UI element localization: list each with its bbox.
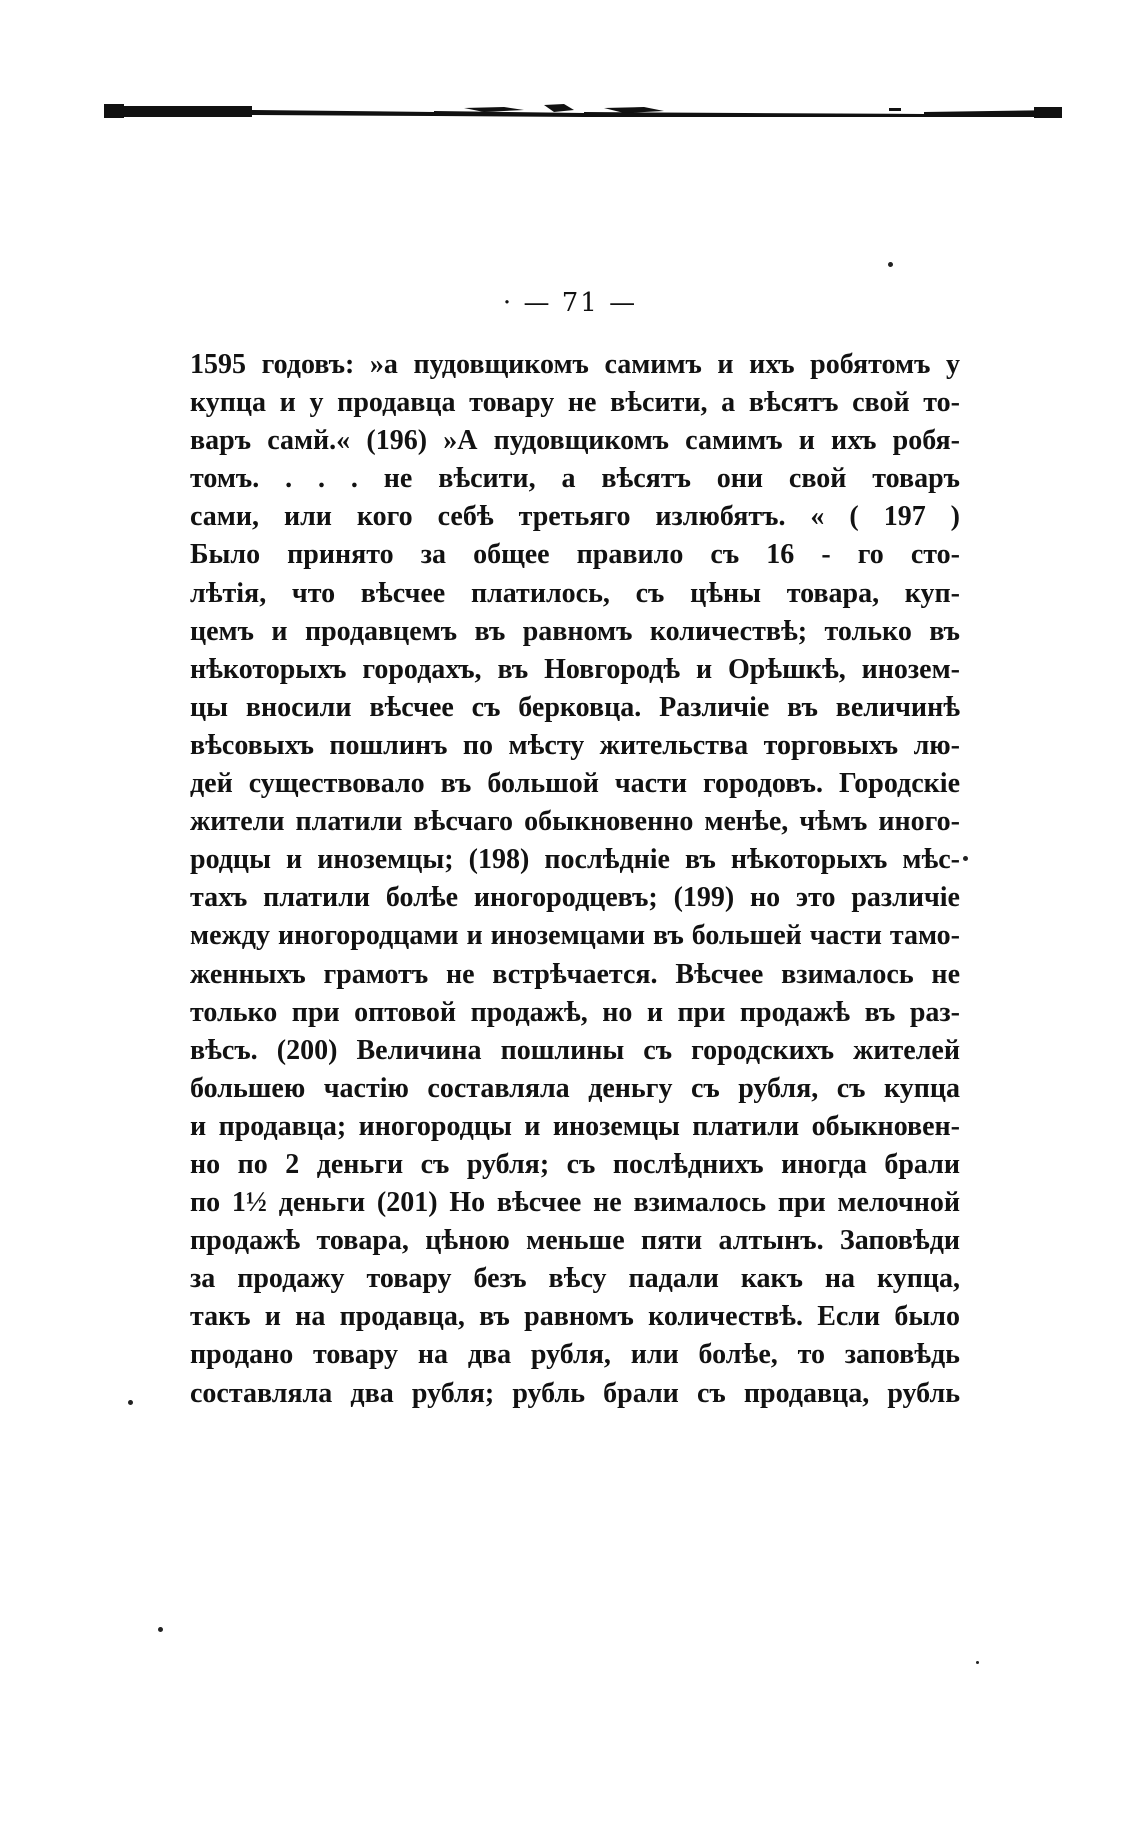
text-line: цы вносили вѣсчее съ берковца. Различіе въ величинѣ (190, 691, 960, 723)
text-line: между иногородцами и иноземцами въ большей части тамо- (190, 920, 960, 952)
text-line: нѣкоторыхъ городахъ, въ Новгородѣ и Орѣшкѣ, инозем- (190, 653, 960, 685)
text-line: Было принято за общее правило съ 16 - го сто- (190, 539, 960, 571)
text-line: только при оптовой продажѣ, но и при продажѣ въ раз- (190, 996, 960, 1028)
text-line: составляла два рубля; рубль брали съ продавца, рубль (190, 1377, 960, 1409)
speck-mark (158, 1627, 163, 1632)
speck-mark (976, 1661, 979, 1664)
text-line: женныхъ грамотъ не встрѣчается. Вѣсчее взималось не (190, 958, 960, 990)
speck-mark (963, 856, 968, 861)
text-line: родцы и иноземцы; (198) послѣдніе въ нѣкоторыхъ мѣс- (190, 844, 960, 876)
speck-mark (888, 262, 893, 267)
text-line: 1595 годовъ: »а пудовщикомъ самимъ и ихъ робятомъ у (190, 349, 960, 380)
speck-mark (128, 1400, 133, 1405)
text-line: продано товару на два рубля, или болѣе, то заповѣдь (190, 1339, 960, 1371)
text-line: лѣтія, что вѣсчее платилось, съ цѣны товара, куп- (190, 577, 960, 609)
text-line: такъ и на продавца, въ равномъ количествѣ. Если было (190, 1301, 960, 1333)
text-line: за продажу товару безъ вѣсу падали какъ на купца, (190, 1263, 960, 1295)
text-line: вѣсъ. (200) Величина пошлины съ городскихъ жителей (190, 1034, 960, 1066)
text-line: и продавца; иногородцы и иноземцы платили обыкновен- (190, 1110, 960, 1142)
top-rule-decoration (104, 102, 1062, 124)
text-line: купца и у продавца товару не вѣсити, а вѣсятъ свой то- (190, 387, 960, 419)
text-line: томъ. . . . не вѣсити, а вѣсятъ они свой товаръ (190, 463, 960, 495)
text-line: цемъ и продавцемъ въ равномъ количествѣ; только въ (190, 615, 960, 647)
text-line: по 1½ деньги (201) Но вѣсчее не взималось при мелочной (190, 1187, 960, 1219)
text-line: сами, или кого себѣ третьяго излюбятъ. « ( 197 ) (190, 501, 960, 533)
text-line: продажѣ товара, цѣною меньше пяти алтынъ. Заповѣди (190, 1225, 960, 1257)
page-number: · — 71 — (502, 288, 638, 318)
text-line: варъ самй.« (196) »А пудовщикомъ самимъ и ихъ робя- (190, 425, 960, 457)
text-line: жители платили вѣсчаго обыкновенно менѣе, чѣмъ иного- (190, 806, 960, 838)
text-line: но по 2 деньги съ рубля; съ послѣднихъ иногда брали (190, 1148, 960, 1180)
text-line: дей существовало въ большой части городовъ. Городскіе (190, 768, 960, 800)
text-line: большею частію составляла деньгу съ рубля, съ купца (190, 1072, 960, 1104)
body-text (190, 346, 960, 1413)
text-line: вѣсовыхъ пошлинъ по мѣсту жительства торговыхъ лю- (190, 729, 960, 761)
text-line: тахъ платили болѣе иногородцевъ; (199) но это различіе (190, 882, 960, 914)
